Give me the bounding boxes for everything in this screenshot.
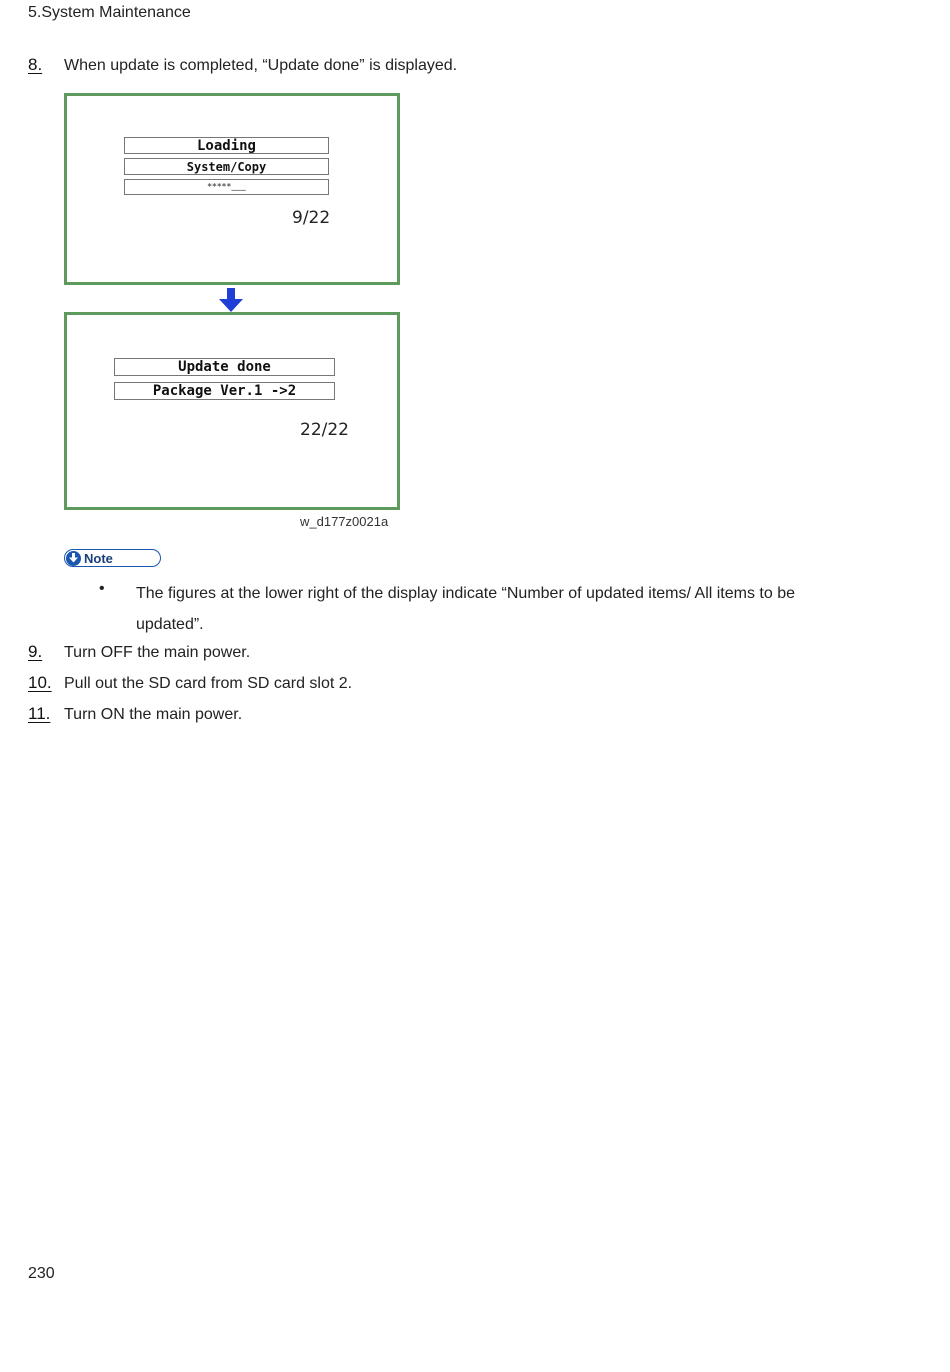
bullet-dot: •	[99, 580, 105, 597]
lcd-line-system-copy: System/Copy	[124, 158, 329, 175]
lcd-line-progress: *****___	[124, 179, 329, 195]
step-number-8: 8.	[28, 55, 43, 74]
lcd-display-figure	[64, 93, 409, 533]
lcd-counter-9-22: 9/22	[292, 208, 331, 228]
section-header: 5.System Maintenance	[28, 4, 191, 21]
note-label: Note	[84, 550, 113, 566]
lcd-counter-22-22: 22/22	[300, 420, 349, 440]
note-item: The figures at the lower right of the display indicate “Number of updated items/ All items to be updated”.	[136, 585, 795, 633]
lcd-line-update-done: Update done	[114, 358, 335, 376]
step-number-9: 9.	[28, 642, 43, 661]
down-arrow-note-icon	[66, 551, 81, 566]
lcd-screen-update-done	[64, 312, 400, 510]
step-number-10: 10.	[28, 673, 52, 692]
lcd-screen-loading	[64, 93, 400, 285]
figure-id: w_d177z0021a	[300, 514, 389, 529]
step-number-11: 11.	[28, 704, 51, 723]
note-badge	[64, 549, 161, 567]
step-text-11: Turn ON the main power.	[64, 706, 243, 723]
step-text-10: Pull out the SD card from SD card slot 2.	[64, 675, 353, 692]
page-number: 230	[28, 1265, 55, 1282]
lcd-line-package-version: Package Ver.1 ->2	[114, 382, 335, 400]
lcd-line-loading: Loading	[124, 137, 329, 154]
down-arrow-icon	[219, 288, 243, 314]
step-text-9: Turn OFF the main power.	[64, 644, 251, 661]
step-text-8: When update is completed, “Update done” is displayed.	[64, 57, 458, 74]
